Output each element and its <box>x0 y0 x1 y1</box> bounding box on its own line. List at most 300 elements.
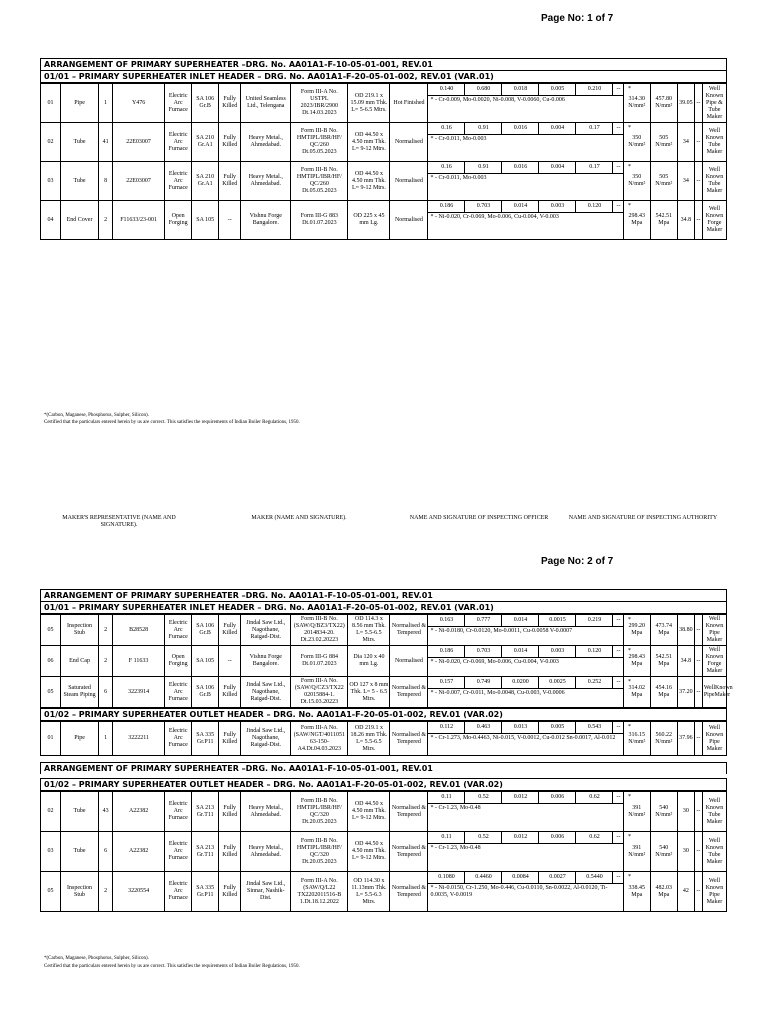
table-body <box>41 792 727 912</box>
other-elements: * - Cr-1.23, Mo-0.48 <box>430 845 481 851</box>
section-title: 01/01 – PRIMARY SUPERHEATER INLET HEADER – DRG. No. AA01A1-F-20-05-01-002, REV.01 (VAR.01) <box>40 70 727 83</box>
maker-cell: Heavy Metal., Ahmedabad. <box>241 832 291 872</box>
remarks-cell: Well Known Pipe Maker <box>702 722 726 756</box>
page-number: Page No: 1 of 7 <box>541 13 614 24</box>
chemical-values <box>428 646 631 658</box>
chemical-value: * <box>627 648 631 654</box>
chemical-value: 0.186 <box>428 646 465 657</box>
quantity-cell: 2 <box>99 646 113 677</box>
page1-table-block <box>40 58 727 240</box>
chemical-value: * <box>627 679 631 685</box>
process-cell: Electric Arc Furnace <box>165 615 192 646</box>
yield-strength-cell: 298.43 Mpa <box>623 646 650 677</box>
inspecting-officer-signature: NAME AND SIGNATURE OF INSPECTING OFFICER <box>409 515 549 521</box>
remarks-cell: Well Known Tube Maker <box>702 162 726 201</box>
table-row <box>41 201 727 240</box>
chemical-values <box>428 722 631 734</box>
size-cell: OD 44.50 x 4.50 mm Thk. L= 9-12 Mtrs. <box>348 832 390 872</box>
material-table <box>40 614 733 708</box>
chemical-value: 0.120 <box>576 646 613 657</box>
specification-cell: SA 213 Gr.T11 <box>192 832 219 872</box>
description-cell: Tube <box>61 792 99 832</box>
chemical-value: -- <box>613 722 624 733</box>
elongation-cell: 34.8 <box>677 646 694 677</box>
table-row <box>41 123 727 162</box>
quantity-cell: 8 <box>99 162 113 201</box>
specification-cell: SA 335 Gr.P11 <box>192 872 219 912</box>
specification-cell: SA 106 Gr.B <box>192 677 219 708</box>
tensile-strength-cell: 505 N/mm² <box>650 162 677 201</box>
chemical-value: 0.186 <box>428 201 465 212</box>
chemical-value: -- <box>613 832 624 843</box>
chemical-values <box>428 677 631 689</box>
chemical-value: 0.210 <box>576 84 613 95</box>
elongation-cell: 37.96 <box>677 722 694 756</box>
sl-no-cell: 03 <box>41 832 61 872</box>
chemical-value: 0.749 <box>465 677 502 688</box>
elongation-cell: 34 <box>677 162 694 201</box>
yield-strength-cell: 316.15 N/mm² <box>623 722 650 756</box>
material-table <box>40 83 727 240</box>
other-elements: * - Cr-0.009, Mo-0.0020, Ni-0.008, V-0.0060, Cu-0.006 <box>430 97 565 103</box>
heat-treatment-cell: Normalised & Tempered <box>390 722 428 756</box>
quantity-cell: 2 <box>99 872 113 912</box>
elongation-cell: 34 <box>677 123 694 162</box>
maker-cell: Heavy Metal., Ahmedabad. <box>241 123 291 162</box>
heat-no-cell: 3220554 <box>113 872 165 912</box>
process-cell: Electric Arc Furnace <box>165 162 192 201</box>
chemical-value: 0.140 <box>428 84 465 95</box>
chemical-value: 0.163 <box>428 615 465 626</box>
description-cell: Pipe <box>61 722 99 756</box>
extra-cell: -- <box>694 872 702 912</box>
maker-cell: Vishnu Forge Bangalore. <box>241 201 291 240</box>
specification-cell: SA 106 Gr.B <box>192 84 219 123</box>
elongation-cell: 37.20 <box>677 677 694 708</box>
elongation-cell: 34.8 <box>677 201 694 240</box>
heat-treatment-cell: Normalised & Tempered <box>390 872 428 912</box>
page2-table-block <box>40 589 733 912</box>
chemical-analysis-cell <box>428 615 631 646</box>
deoxidation-cell: Fully Killed <box>219 832 241 872</box>
remarks-cell: Well Known Forge Maker <box>702 201 726 240</box>
chemical-value: 0.005 <box>539 722 576 733</box>
chemical-value: -- <box>613 792 624 803</box>
heat-no-cell: A22382 <box>113 832 165 872</box>
maker-cell: Jindal Saw Ltd., Nagothane, Raigad-Dist. <box>241 615 291 646</box>
size-cell: OD 44.50 x 4.50 mm Thk. L= 9-12 Mtrs. <box>348 123 390 162</box>
tensile-strength-cell: 560.22 N/mm² <box>650 722 677 756</box>
quantity-cell: 1 <box>99 722 113 756</box>
chemical-value: 0.004 <box>539 162 576 173</box>
chemical-value: 0.16 <box>428 123 465 134</box>
maker-cell: Jindal Saw Ltd., Nagothane, Raigad-Dist. <box>241 677 291 708</box>
chemical-value: 0.52 <box>465 832 502 843</box>
chemical-value: -- <box>613 123 624 134</box>
table-row <box>41 722 727 756</box>
description-cell: Inspection Stub <box>61 615 99 646</box>
certificate-cell: Form III-A No. (SAW/Q/CZ3/TX22 02015884-1. Dt.15.03.20223 <box>291 677 348 708</box>
description-cell: End Cover <box>61 201 99 240</box>
extra-cell: -- <box>694 123 702 162</box>
chemical-value: 0.703 <box>465 201 502 212</box>
deoxidation-cell: Fully Killed <box>219 84 241 123</box>
chemical-value: 0.703 <box>465 646 502 657</box>
description-cell: Tube <box>61 162 99 201</box>
elongation-cell: 30 <box>677 792 694 832</box>
deoxidation-cell: Fully Killed <box>219 722 241 756</box>
extra-cell: -- <box>694 832 702 872</box>
chemical-value: 0.0027 <box>539 872 576 883</box>
chemical-value: 0.0084 <box>502 872 539 883</box>
chemical-value: 0.11 <box>428 832 465 843</box>
chemical-value: 0.120 <box>576 201 613 212</box>
chemical-analysis-cell <box>428 872 631 912</box>
heat-no-cell: F 11633 <box>113 646 165 677</box>
chemical-value: * <box>627 617 631 623</box>
process-cell: Electric Arc Furnace <box>165 123 192 162</box>
process-cell: Electric Arc Furnace <box>165 792 192 832</box>
quantity-cell: 6 <box>99 677 113 708</box>
deoxidation-cell: Fully Killed <box>219 872 241 912</box>
chemical-analysis-cell <box>428 162 631 201</box>
maker-cell: Jindal Saw Ltd., Sinnar, Nashik-Dist. <box>241 872 291 912</box>
yield-strength-cell: 338.45 Mpa <box>623 872 650 912</box>
sl-no-cell: 01 <box>41 722 61 756</box>
heat-treatment-cell: Normalised & Tempered <box>390 677 428 708</box>
sl-no-cell: 05 <box>41 872 61 912</box>
remarks-cell: Well Known Tube Maker <box>702 792 726 832</box>
process-cell: Electric Arc Furnace <box>165 84 192 123</box>
chemical-value: 0.17 <box>576 162 613 173</box>
certificate-cell: Form III-G 884 Dt.01.07.2023 <box>291 646 348 677</box>
yield-strength-cell: 299.20 Mpa <box>623 615 650 646</box>
yield-strength-cell: 350 N/mm² <box>623 123 650 162</box>
heat-treatment-cell: Normalised & Tempered <box>390 832 428 872</box>
other-elements: * - Cr-0.011, Mo-0.003 <box>430 136 487 142</box>
process-cell: Electric Arc Furnace <box>165 872 192 912</box>
certification-statement: Certified that the particulars entered herein by us are correct. This satisfies the requirements of Indian Boiler Regulations, 1950. <box>44 964 300 969</box>
description-cell: Inspection Stub <box>61 872 99 912</box>
chemical-value: -- <box>613 646 624 657</box>
other-elements: * - Ni-0.0180, Cr-0.0120, Mo-0.0011, Cu-0.0058 V-0.0007 <box>430 628 573 634</box>
chemical-value: 0.463 <box>465 722 502 733</box>
sl-no-cell: 02 <box>41 792 61 832</box>
specification-cell: SA 105 <box>192 201 219 240</box>
chemical-value: 0.777 <box>465 615 502 626</box>
arrangement-title: ARRANGEMENT OF PRIMARY SUPERHEATER –DRG. No. AA01A1-F-10-05-01-001, REV.01 <box>40 58 727 70</box>
other-elements: * - Cr-1.273, Mo-0.4463, Ni-0.015, V-0.0012, Cu-0.012 Sn-0.0017, Al-0.012 <box>430 735 616 741</box>
inspecting-authority-signature: NAME AND SIGNATURE OF INSPECTING AUTHORITY <box>568 515 718 521</box>
chemical-value: 0.003 <box>539 201 576 212</box>
chemical-value: -- <box>613 162 624 173</box>
chemical-value: * <box>627 724 631 730</box>
sl-no-cell: 05 <box>41 615 61 646</box>
footnote-elements: *(Carbon, Maganese, Phosphorus, Sulpher, Silicon). <box>44 413 149 418</box>
chemical-value: 0.5440 <box>576 872 613 883</box>
heat-no-cell: 22E03007 <box>113 123 165 162</box>
chemical-value: 0.0015 <box>539 615 576 626</box>
remarks-cell: Well Known Forge Maker <box>702 646 726 677</box>
certificate-cell: Form III-B No. HMTIPL/IBR/HF/ QC/320 Dt.20.05.2023 <box>291 832 348 872</box>
chemical-value: -- <box>613 201 624 212</box>
chemical-value: 0.006 <box>539 832 576 843</box>
elongation-cell: 42 <box>677 872 694 912</box>
maker-cell: Vishnu Forge Bangalore. <box>241 646 291 677</box>
other-elements: * - Ni-0.020, Cr-0.069, Mo-0.006, Cu-0.004, V-0.003 <box>430 214 559 220</box>
footnote-elements: *(Carbon, Maganese, Phosphorus, Sulpher, Silicon). <box>44 956 149 961</box>
material-table <box>40 721 727 756</box>
remarks-cell: WellKnown PipeMaker <box>702 677 726 708</box>
quantity-cell: 43 <box>99 792 113 832</box>
certificate-cell: Form III-A No. USTPL 2023/IBR/2900 Dt.14.03.2023 <box>291 84 348 123</box>
makers-representative-signature: MAKER'S REPRESENTATIVE (NAME AND SIGNATURE). <box>62 515 176 528</box>
tensile-strength-cell: 542.51 Mpa <box>650 201 677 240</box>
chemical-values <box>428 162 631 174</box>
sl-no-cell: 03 <box>41 162 61 201</box>
other-elements: * - Ni-0.020, Cr-0.069, Mo-0.006, Cu-0.004, V-0.003 <box>430 659 559 665</box>
chemical-value: 0.219 <box>576 615 613 626</box>
remarks-cell: Well Known Pipe & Tube Maker <box>702 84 726 123</box>
chemical-value: 0.11 <box>428 792 465 803</box>
tensile-strength-cell: 473.74 Mpa <box>650 615 677 646</box>
tensile-strength-cell: 482.03 Mpa <box>650 872 677 912</box>
certificate-cell: Form III-B No. (SAW/Q/BZ3/TX22) 2014834-20. Dt.23.02.20223 <box>291 615 348 646</box>
chemical-values <box>428 201 631 213</box>
yield-strength-cell: 298.43 Mpa <box>623 201 650 240</box>
process-cell: Open Forging <box>165 646 192 677</box>
chemical-values <box>428 123 631 135</box>
deoxidation-cell: Fully Killed <box>219 123 241 162</box>
chemical-value: * <box>627 125 631 131</box>
description-cell: Tube <box>61 832 99 872</box>
heat-no-cell: F11633/23-001 <box>113 201 165 240</box>
other-elements: * - Cr-1.23, Mo-0.48 <box>430 805 481 811</box>
chemical-value: 0.0025 <box>539 677 576 688</box>
remarks-cell: Well Known Tube Maker <box>702 123 726 162</box>
heat-no-cell: B28528 <box>113 615 165 646</box>
chemical-value: 0.62 <box>576 832 613 843</box>
heat-no-cell: 22E03007 <box>113 162 165 201</box>
chemical-values <box>428 615 631 627</box>
process-cell: Open Forging <box>165 201 192 240</box>
extra-cell: -- <box>694 722 702 756</box>
chemical-value: -- <box>613 872 624 883</box>
chemical-value: 0.006 <box>539 792 576 803</box>
material-table <box>40 791 727 912</box>
other-elements: * - Cr-0.011, Mo-0.003 <box>430 175 487 181</box>
heat-treatment-cell: Normalised <box>390 201 428 240</box>
chemical-value: 0.016 <box>502 123 539 134</box>
chemical-value: * <box>627 794 631 800</box>
certification-statement: Certified that the particulars entered herein by us are correct. This satisfies the requirements of Indian Boiler Regulations, 1950. <box>44 420 300 425</box>
quantity-cell: 2 <box>99 201 113 240</box>
chemical-value: 0.680 <box>465 84 502 95</box>
chemical-analysis-cell <box>428 677 631 708</box>
heat-treatment-cell: Normalised <box>390 123 428 162</box>
heat-treatment-cell: Normalised <box>390 646 428 677</box>
table-body <box>41 84 727 240</box>
certificate-cell: Form III-A No. (SAW/NGT/4011051 63-150- A4.Dt.04.03.2023 <box>291 722 348 756</box>
sl-no-cell: 02 <box>41 123 61 162</box>
maker-cell: Heavy Metal., Ahmedabad. <box>241 162 291 201</box>
tensile-strength-cell: 540 N/mm² <box>650 792 677 832</box>
deoxidation-cell: -- <box>219 646 241 677</box>
tensile-strength-cell: 542.51 Mpa <box>650 646 677 677</box>
remarks-cell: Well Known Pipe Maker <box>702 872 726 912</box>
chemical-value: * <box>627 203 631 209</box>
chemical-value: -- <box>613 677 624 688</box>
chemical-value: 0.005 <box>539 84 576 95</box>
deoxidation-cell: Fully Killed <box>219 615 241 646</box>
extra-cell: -- <box>694 792 702 832</box>
chemical-value: 0.91 <box>465 123 502 134</box>
table-row <box>41 677 727 708</box>
chemical-value: 0.543 <box>576 722 613 733</box>
quantity-cell: 1 <box>99 84 113 123</box>
elongation-cell: 38.80 <box>677 615 694 646</box>
description-cell: Tube <box>61 123 99 162</box>
page-number: Page No: 2 of 7 <box>541 556 614 567</box>
certificate-cell: Form III-B No. HMTIPL/IBR/HF/ QC/260 Dt.05.05.2023 <box>291 162 348 201</box>
deoxidation-cell: Fully Killed <box>219 677 241 708</box>
chemical-values <box>428 792 631 804</box>
tensile-strength-cell: 454.16 Mpa <box>650 677 677 708</box>
chemical-values <box>428 832 631 844</box>
description-cell: End Cap <box>61 646 99 677</box>
table-row <box>41 832 727 872</box>
chemical-analysis-cell <box>428 832 631 872</box>
process-cell: Electric Arc Furnace <box>165 722 192 756</box>
chemical-value: 0.014 <box>502 615 539 626</box>
table-row <box>41 162 727 201</box>
maker-cell: Heavy Metal., Ahmedabad. <box>241 792 291 832</box>
chemical-value: * <box>627 834 631 840</box>
chemical-value: 0.018 <box>502 84 539 95</box>
chemical-values <box>428 872 631 884</box>
extra-cell: -- <box>694 677 702 708</box>
table-body <box>41 722 727 756</box>
description-cell: Saturated Steam Piping <box>61 677 99 708</box>
tensile-strength-cell: 540 N/mm² <box>650 832 677 872</box>
heat-treatment-cell: Normalised & Tempered <box>390 615 428 646</box>
sl-no-cell: 04 <box>41 201 61 240</box>
size-cell: OD 219.1 x 15.09 mm Thk. L= 5-6.5 Mtrs. <box>348 84 390 123</box>
size-cell: OD 219.1 x 18.26 mm Thk. L= 5.5-6.5 Mtrs. <box>348 722 390 756</box>
chemical-value: 0.1080 <box>428 872 465 883</box>
chemical-value: * <box>627 86 631 92</box>
chemical-value: 0.16 <box>428 162 465 173</box>
chemical-value: -- <box>613 615 624 626</box>
chemical-analysis-cell <box>428 84 631 123</box>
chemical-value: 0.014 <box>502 646 539 657</box>
chemical-value: -- <box>613 84 624 95</box>
section-title: 01/01 – PRIMARY SUPERHEATER INLET HEADER – DRG. No. AA01A1-F-20-05-01-002, REV.01 (VAR.01) <box>40 601 727 614</box>
extra-cell: -- <box>694 201 702 240</box>
table-body <box>41 615 733 708</box>
maker-cell: Jindal Saw Ltd., Nagothane, Raigad-Dist. <box>241 722 291 756</box>
chemical-analysis-cell <box>428 646 631 677</box>
yield-strength-cell: 391 N/mm² <box>623 832 650 872</box>
extra-cell: -- <box>694 84 702 123</box>
remarks-cell: Well Known Tube Maker <box>702 832 726 872</box>
quantity-cell: 2 <box>99 615 113 646</box>
certificate-cell: Form III-B No. HMTIPL/IBR/HF/ QC/320 Dt.20.05.2023 <box>291 792 348 832</box>
chemical-value: 0.013 <box>502 722 539 733</box>
specification-cell: SA 210 Gr.A1 <box>192 162 219 201</box>
chemical-value: 0.112 <box>428 722 465 733</box>
chemical-value: 0.252 <box>576 677 613 688</box>
extra-cell: -- <box>694 646 702 677</box>
quantity-cell: 6 <box>99 832 113 872</box>
chemical-analysis-cell <box>428 792 631 832</box>
tensile-strength-cell: 505 N/mm² <box>650 123 677 162</box>
chemical-value: 0.52 <box>465 792 502 803</box>
certificate-cell: Form III-A No. (SAW/Q/L22 TX2202011516-B 1.Dt.18.12.2022 <box>291 872 348 912</box>
chemical-value: 0.004 <box>539 123 576 134</box>
chemical-values <box>428 84 631 96</box>
heat-no-cell: A22382 <box>113 792 165 832</box>
yield-strength-cell: 314.30 N/mm² <box>623 84 650 123</box>
certificate-cell: Form III-B No. HMTIPL/IBR/HF/ QC/260 Dt.05.05.2023 <box>291 123 348 162</box>
specification-cell: SA 213 Gr.T11 <box>192 792 219 832</box>
chemical-value: 0.157 <box>428 677 465 688</box>
heat-no-cell: 3222211 <box>113 722 165 756</box>
chemical-value: 0.0200 <box>502 677 539 688</box>
chemical-analysis-cell <box>428 123 631 162</box>
size-cell: OD 114.3 x 8.56 mm Thk. L= 5.5-6.5 Mtrs. <box>348 615 390 646</box>
deoxidation-cell: Fully Killed <box>219 162 241 201</box>
chemical-value: 0.014 <box>502 201 539 212</box>
table-row <box>41 84 727 123</box>
maker-cell: United Seamless Ltd., Telengana <box>241 84 291 123</box>
certificate-cell: Form III-G 883 Dt.01.07.2023 <box>291 201 348 240</box>
quantity-cell: 41 <box>99 123 113 162</box>
deoxidation-cell: Fully Killed <box>219 792 241 832</box>
specification-cell: SA 105 <box>192 646 219 677</box>
heat-no-cell: 3223914 <box>113 677 165 708</box>
chemical-value: 0.012 <box>502 832 539 843</box>
tensile-strength-cell: 457.80 N/mm² <box>650 84 677 123</box>
size-cell: OD 225 x 45 mm Lg. <box>348 201 390 240</box>
chemical-value: * <box>627 874 631 880</box>
specification-cell: SA 335 Gr.P11 <box>192 722 219 756</box>
deoxidation-cell: -- <box>219 201 241 240</box>
chemical-value: 0.003 <box>539 646 576 657</box>
sl-no-cell: 01 <box>41 84 61 123</box>
chemical-value: 0.012 <box>502 792 539 803</box>
size-cell: OD 127 x 8 mm Thk. L= 5 - 6.5 Mtrs. <box>348 677 390 708</box>
chemical-value: * <box>627 164 631 170</box>
other-elements: * - Ni-0.007, Cr-0.011, Mo-0.0048, Cu-0.003, V-0.0006 <box>430 690 565 696</box>
sl-no-cell: 05 <box>41 677 61 708</box>
elongation-cell: 30 <box>677 832 694 872</box>
description-cell: Pipe <box>61 84 99 123</box>
chemical-analysis-cell <box>428 201 631 240</box>
yield-strength-cell: 391 N/mm² <box>623 792 650 832</box>
section-title: 01/02 – PRIMARY SUPERHEATER OUTLET HEADER – DRG. No. AA01A1-F-20-05-01-002, REV.01 (VAR.02) <box>40 778 727 791</box>
heat-treatment-cell: Hot Finished <box>390 84 428 123</box>
chemical-value: 0.17 <box>576 123 613 134</box>
other-elements: * - Ni-0.0150, Cr-1.250, Mo-0.446, Cu-0.0110, Sn-0.0022, Al-0.0120, Ti-0.0035, V-0.0019 <box>430 885 608 898</box>
chemical-value: 0.91 <box>465 162 502 173</box>
chemical-value: 0.016 <box>502 162 539 173</box>
remarks-cell: Well Known Pipe Maker <box>702 615 726 646</box>
elongation-cell: 39.05 <box>677 84 694 123</box>
yield-strength-cell: 350 N/mm² <box>623 162 650 201</box>
table-row <box>41 872 727 912</box>
sl-no-cell: 06 <box>41 646 61 677</box>
